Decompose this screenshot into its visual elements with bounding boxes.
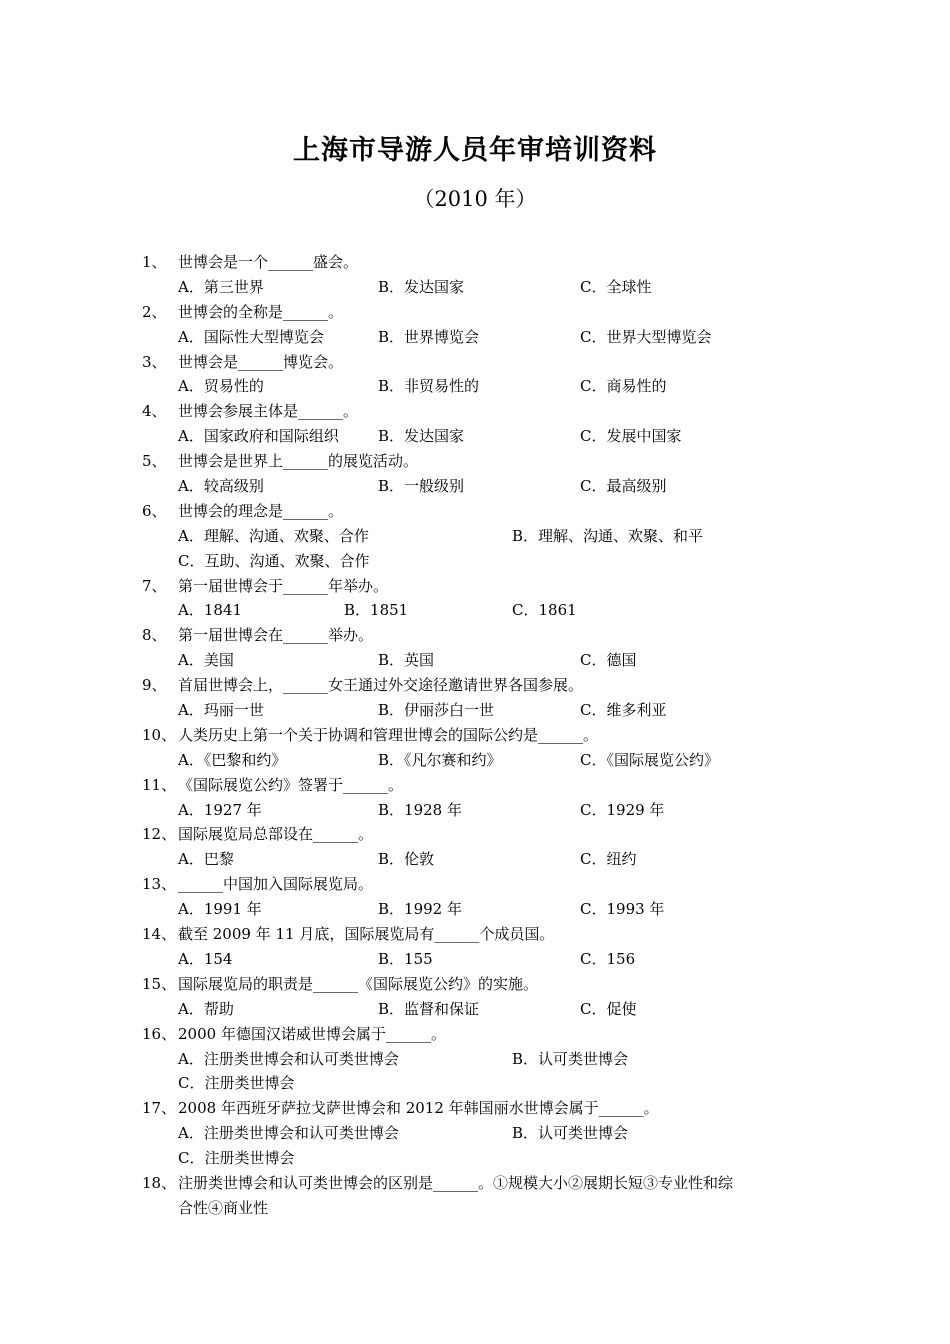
- options-line: [0, 1047, 950, 1072]
- question-line: [0, 1171, 950, 1196]
- question-text: 国际展览局总部设在______。: [178, 825, 374, 844]
- answer-option: C．最高级别: [580, 477, 667, 496]
- answer-option: C．注册类世博会: [178, 1149, 295, 1168]
- options-line: [0, 698, 950, 723]
- question-text: 世博会的理念是______。: [178, 501, 344, 520]
- answer-option: C．世界大型博览会: [580, 327, 712, 346]
- question-item: [0, 972, 950, 1022]
- question-text: 《国际展览公约》签署于______。: [178, 775, 404, 794]
- document-title: 上海市导游人员年审培训资料: [293, 135, 657, 166]
- answer-option: B．1851: [344, 601, 409, 620]
- options-line: [0, 997, 950, 1022]
- answer-option: B．伦敦: [378, 850, 435, 869]
- question-item: [0, 623, 950, 673]
- question-line: [0, 972, 950, 997]
- options-line: [0, 1146, 950, 1171]
- answer-option: A．贸易性的: [178, 377, 264, 396]
- question-number: 11、: [142, 775, 177, 794]
- question-number: 16、: [142, 1024, 177, 1043]
- question-item: [0, 350, 950, 400]
- answer-option: A．国际性大型博览会: [178, 327, 324, 346]
- question-item: [0, 449, 950, 499]
- answer-option: B．发达国家: [378, 427, 465, 446]
- question-number: 17、: [142, 1099, 177, 1118]
- answer-option: C．1929 年: [580, 800, 665, 819]
- question-number: 10、: [142, 725, 177, 744]
- answer-option: B．1992 年: [378, 900, 462, 919]
- question-line: [0, 300, 950, 325]
- question-line: [0, 822, 950, 847]
- options-line: [0, 798, 950, 823]
- question-text: 截至 2009 年 11 月底，国际展览局有______个成员国。: [178, 925, 555, 944]
- answer-option: B．155: [378, 949, 433, 968]
- answer-option: C．促使: [580, 999, 637, 1018]
- options-line: [0, 947, 950, 972]
- answer-option: A．玛丽一世: [178, 701, 264, 720]
- question-line: [0, 574, 950, 599]
- question-line: [0, 623, 950, 648]
- question-number: 15、: [142, 974, 177, 993]
- question-item: [0, 773, 950, 823]
- answer-option: C．注册类世博会: [178, 1074, 295, 1093]
- answer-option: B．《凡尔赛和约》: [378, 750, 502, 769]
- question-text: 注册类世博会和认可类世博会的区别是______。①规模大小②展期长短③专业性和综: [178, 1173, 734, 1192]
- options-line: [0, 648, 950, 673]
- answer-option: A．巴黎: [178, 850, 234, 869]
- answer-option: B．认可类世博会: [512, 1124, 629, 1143]
- options-line: [0, 1071, 950, 1096]
- question-text: 世博会的全称是______。: [178, 302, 344, 321]
- question-number: 12、: [142, 825, 177, 844]
- question-number: 18、: [142, 1173, 177, 1192]
- question-line: [0, 250, 950, 275]
- question-line: [0, 922, 950, 947]
- question-item: [0, 250, 950, 300]
- question-text: 2008 年西班牙萨拉戈萨世博会和 2012 年韩国丽水世博会属于______。: [178, 1099, 659, 1118]
- question-text: 国际展览局的职责是______《国际展览公约》的实施。: [178, 974, 539, 993]
- question-line: [0, 1022, 950, 1047]
- answer-option: B．理解、沟通、欢聚、和平: [512, 526, 704, 545]
- answer-option: C．《国际展览公约》: [580, 750, 719, 769]
- answer-option: A．国家政府和国际组织: [178, 427, 339, 446]
- answer-option: C．德国: [580, 651, 637, 670]
- options-line: [0, 897, 950, 922]
- question-number: 5、: [142, 452, 167, 471]
- answer-option: C．纽约: [580, 850, 637, 869]
- answer-option: A．第三世界: [178, 277, 264, 296]
- question-number: 3、: [142, 352, 167, 371]
- answer-option: B．监督和保证: [378, 999, 480, 1018]
- question-item: [0, 1096, 950, 1171]
- document-subtitle: （2010 年）: [413, 187, 537, 211]
- answer-option: A．注册类世博会和认可类世博会: [178, 1049, 399, 1068]
- question-line: [0, 399, 950, 424]
- question-line: [0, 499, 950, 524]
- answer-option: A．注册类世博会和认可类世博会: [178, 1124, 399, 1143]
- question-item: [0, 673, 950, 723]
- question-line: [0, 1096, 950, 1121]
- options-line: [0, 1121, 950, 1146]
- question-line: [0, 723, 950, 748]
- question-text: 人类历史上第一个关于协调和管理世博会的国际公约是______。: [178, 725, 599, 744]
- question-number: 7、: [142, 576, 167, 595]
- answer-option: C．发展中国家: [580, 427, 682, 446]
- options-line: [0, 474, 950, 499]
- question-number: 1、: [142, 253, 167, 271]
- answer-option: B．伊丽莎白一世: [378, 701, 495, 720]
- options-line: [0, 598, 950, 623]
- options-line: [0, 847, 950, 872]
- question-number: 6、: [142, 501, 167, 520]
- options-line: [0, 524, 950, 549]
- question-number: 13、: [142, 875, 177, 894]
- answer-option: A．1841: [178, 601, 243, 620]
- answer-option: C．1993 年: [580, 900, 665, 919]
- question-text: 第一届世博会于______年举办。: [178, 576, 389, 595]
- question-number: 4、: [142, 402, 167, 421]
- question-item: [0, 1022, 950, 1097]
- answer-option: B．非贸易性的: [378, 377, 480, 396]
- answer-option: C．156: [580, 949, 636, 968]
- options-line: [0, 275, 950, 300]
- question-text: 世博会是世界上______的展览活动。: [178, 452, 419, 471]
- question-item: [0, 300, 950, 350]
- question-number: 9、: [142, 676, 167, 695]
- question-item: [0, 1171, 950, 1221]
- question-text: 首届世博会上，______女王通过外交途径邀请世界各国参展。: [178, 676, 584, 695]
- answer-option: B．1928 年: [378, 800, 462, 819]
- answer-option: A．较高级别: [178, 477, 264, 496]
- question-line: [0, 673, 950, 698]
- answer-option: A．1927 年: [178, 800, 262, 819]
- question-text: 世博会是______博览会。: [178, 352, 344, 371]
- question-line: [0, 1196, 950, 1221]
- question-number: 2、: [142, 302, 167, 321]
- answer-option: C．商易性的: [580, 377, 667, 396]
- options-line: [0, 374, 950, 399]
- question-text: ______中国加入国际展览局。: [178, 875, 374, 894]
- question-line: [0, 872, 950, 897]
- question-text: 2000 年德国汉诺威世博会属于______。: [178, 1024, 446, 1043]
- question-item: [0, 399, 950, 449]
- question-text-continued: 合性④商业性: [178, 1198, 269, 1217]
- question-item: [0, 723, 950, 773]
- question-item: [0, 499, 950, 574]
- answer-option: B．一般级别: [378, 477, 465, 496]
- question-text: 世博会是一个______盛会。: [178, 253, 359, 271]
- answer-option: A．帮助: [178, 999, 234, 1018]
- question-item: [0, 822, 950, 872]
- question-text: 世博会参展主体是______。: [178, 402, 359, 421]
- answer-option: C．互助、沟通、欢聚、合作: [178, 551, 370, 570]
- answer-option: A．154: [178, 949, 233, 968]
- answer-option: B．发达国家: [378, 277, 465, 296]
- question-item: [0, 574, 950, 624]
- answer-option: C．维多利亚: [580, 701, 667, 720]
- answer-option: A．美国: [178, 651, 234, 670]
- question-item: [0, 922, 950, 972]
- options-line: [0, 325, 950, 350]
- answer-option: C．全球性: [580, 277, 652, 296]
- answer-option: B．世界博览会: [378, 327, 480, 346]
- question-number: 14、: [142, 925, 177, 944]
- answer-option: C．1861: [512, 601, 577, 620]
- question-line: [0, 449, 950, 474]
- answer-option: A．1991 年: [178, 900, 262, 919]
- options-line: [0, 549, 950, 574]
- answer-option: B．认可类世博会: [512, 1049, 629, 1068]
- answer-option: A．《巴黎和约》: [178, 750, 287, 769]
- question-item: [0, 872, 950, 922]
- answer-option: A．理解、沟通、欢聚、合作: [178, 526, 369, 545]
- question-line: [0, 350, 950, 375]
- question-number: 8、: [142, 626, 167, 645]
- question-list: [0, 250, 950, 1221]
- answer-option: B．英国: [378, 651, 435, 670]
- options-line: [0, 748, 950, 773]
- options-line: [0, 424, 950, 449]
- question-line: [0, 773, 950, 798]
- question-text: 第一届世博会在______举办。: [178, 626, 374, 645]
